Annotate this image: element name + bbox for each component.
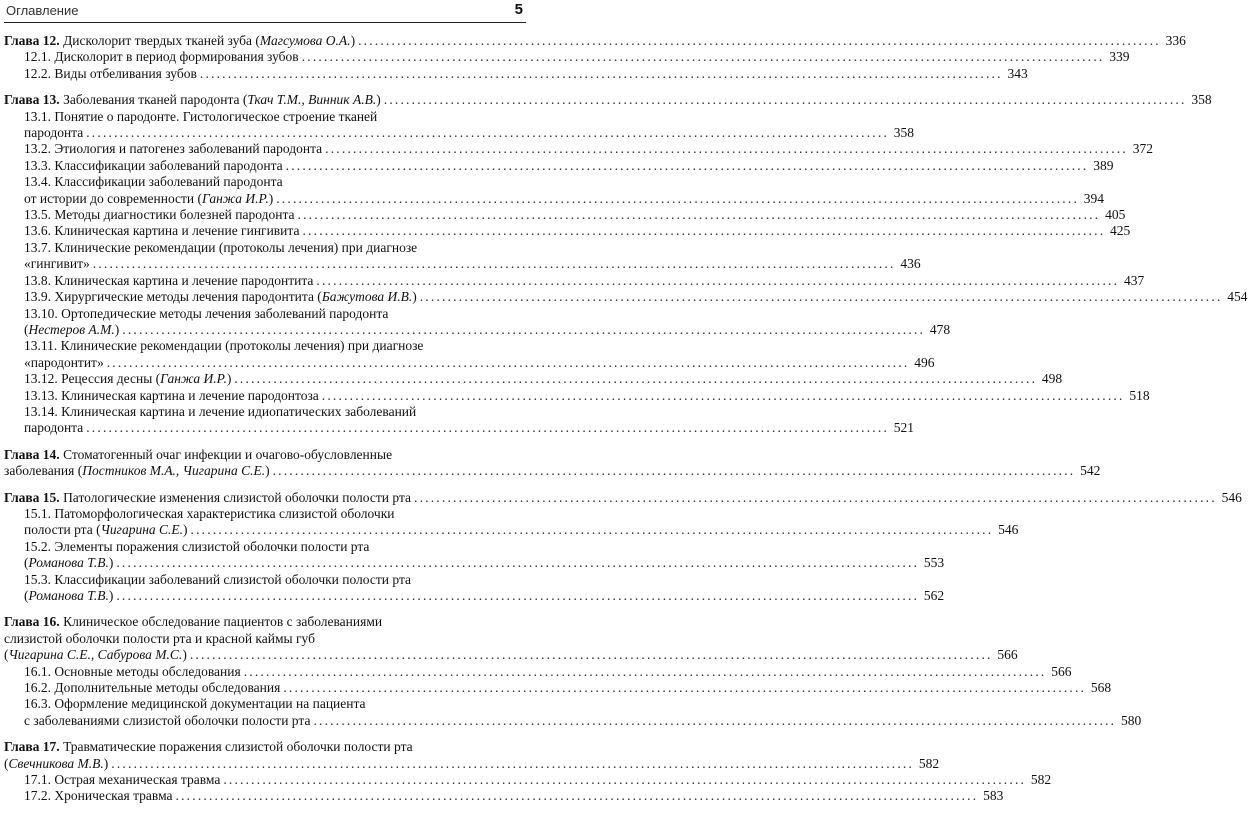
entry-title-text: 13.10. Ортопедические методы лечения заболеваний пародонта xyxy=(24,305,389,321)
entry-title-last-line: 16.2. Дополнительные методы обследования xyxy=(24,680,281,696)
dot-leader: ................................................................................................................................................ xyxy=(190,522,994,538)
entry-title-text xyxy=(24,371,231,387)
dot-leader: ................................................................................................................................................ xyxy=(285,157,1089,173)
toc-chapter-entry[interactable] xyxy=(4,92,1212,108)
toc-section-entry[interactable] xyxy=(4,174,1105,207)
dot-leader: ................................................................................................................................................ xyxy=(383,92,1187,108)
entry-title-text: 13.4. Классификации заболеваний пародонта xyxy=(24,174,283,190)
entry-title-text: Стоматогенный очаг инфекции и очагово-обусловленные xyxy=(63,446,393,462)
entry-page-number: 389 xyxy=(1093,157,1114,173)
entry-title-last-line: пародонта xyxy=(24,420,84,436)
entry-title-last-line: полости рта ( xyxy=(24,522,101,538)
toc-section-entry[interactable] xyxy=(4,505,1019,539)
entry-title-text: 15.1. Патоморфологическая характеристика слизистой оболочки xyxy=(24,505,395,521)
dot-leader: ................................................................................................................................................ xyxy=(414,489,1217,505)
entry-title-line xyxy=(24,696,524,712)
entry-title-last-line: 13.13. Клиническая картина и лечение пародонтоза xyxy=(24,387,319,403)
closing-parenthesis: ) xyxy=(103,755,109,771)
entry-title-last-line: 17.2. Хроническая травма xyxy=(24,788,173,804)
entry-title-text xyxy=(4,647,187,663)
entry-page-number: 436 xyxy=(900,256,921,272)
entry-title-line xyxy=(24,404,524,420)
entry-title-text xyxy=(24,664,241,680)
entry-title-line xyxy=(4,447,524,463)
entry-page-number: 566 xyxy=(997,647,1018,663)
author-name: Романова Т.В. xyxy=(28,555,109,571)
entry-title-text xyxy=(24,355,104,371)
entry-page-number: 478 xyxy=(929,321,951,337)
closing-parenthesis: ) xyxy=(108,555,114,571)
entry-title-text xyxy=(24,522,188,538)
dot-leader: ................................................................................................................................................ xyxy=(325,141,1128,157)
entry-title-text: 13.11. Клинические рекомендации (протоколы лечения) при диагнозе xyxy=(24,338,424,354)
entry-title-text xyxy=(24,49,299,65)
entry-title-line xyxy=(4,631,524,647)
dot-leader: ................................................................................................................................................ xyxy=(313,712,1117,728)
entry-page-number: 546 xyxy=(1221,489,1242,505)
entry-page-number: 546 xyxy=(998,522,1019,538)
running-header xyxy=(4,0,526,23)
toc-section-entry[interactable] xyxy=(4,371,1063,387)
entry-title-last-line: заболевания ( xyxy=(4,463,83,479)
toc-section-entry[interactable] xyxy=(4,141,1153,157)
entry-page-number: 405 xyxy=(1105,207,1126,223)
dot-leader: ................................................................................................................................................ xyxy=(297,207,1101,223)
dot-leader: ................................................................................................................................................ xyxy=(106,354,910,370)
entry-title-text xyxy=(4,756,108,772)
toc-chapter-entry[interactable] xyxy=(4,33,1186,49)
entry-page-number: 583 xyxy=(983,788,1004,804)
entry-title-last-line: ( xyxy=(24,321,29,337)
entry-title-text xyxy=(4,490,411,506)
dot-leader: ................................................................................................................................................ xyxy=(111,755,915,771)
entry-title-text: 13.7. Клинические рекомендации (протоколы лечения) при диагнозе xyxy=(24,239,418,255)
closing-parenthesis: ) xyxy=(376,92,381,108)
entry-page-number: 582 xyxy=(1030,772,1052,788)
entry-title-text xyxy=(24,273,313,289)
toc-section-entry[interactable] xyxy=(4,239,921,273)
entry-page-number: 568 xyxy=(1090,680,1112,696)
entry-title-text xyxy=(24,256,90,272)
entry-title-line xyxy=(24,240,524,256)
toc-section-entry[interactable] xyxy=(4,788,1004,804)
entry-title-text xyxy=(24,191,273,207)
toc-section-entry[interactable] xyxy=(4,272,1145,289)
entry-title-line xyxy=(24,572,524,588)
entry-title-text: 15.2. Элементы поражения слизистой оболочки полости рта xyxy=(24,538,370,554)
toc-section-entry[interactable] xyxy=(4,305,951,339)
toc-section-entry[interactable] xyxy=(4,571,945,605)
dot-leader: ................................................................................................................................................ xyxy=(92,256,896,272)
entry-title-text xyxy=(24,125,83,141)
dot-leader: ................................................................................................................................................ xyxy=(116,555,920,571)
entry-title-text xyxy=(24,223,299,239)
author-name: Ганжа И.Р. xyxy=(202,190,269,206)
closing-parenthesis: ) xyxy=(350,33,356,48)
entry-title-last-line: 13.5. Методы диагностики болезней пародонта xyxy=(24,207,295,223)
entry-title-line xyxy=(24,539,524,555)
entry-title-line xyxy=(24,506,524,522)
entry-title-line xyxy=(24,174,524,190)
entry-page-number: 580 xyxy=(1121,712,1142,728)
entry-page-number: 566 xyxy=(1051,663,1072,679)
entry-page-number: 343 xyxy=(1007,65,1028,81)
toc-chapter-entry[interactable] xyxy=(4,489,1242,506)
closing-parenthesis: ) xyxy=(182,647,187,663)
entry-title-text xyxy=(24,555,113,571)
toc-section-entry[interactable] xyxy=(4,338,935,371)
entry-page-number: 496 xyxy=(914,354,935,370)
section-title: Оглавление xyxy=(6,3,79,18)
entry-title-text xyxy=(24,289,417,305)
author-name: Романова Т.В. xyxy=(28,588,109,603)
table-of-contents xyxy=(4,33,1248,805)
toc-section-entry[interactable] xyxy=(4,538,945,572)
entry-title-text xyxy=(24,788,173,804)
author-name: Ганжа И.Р. xyxy=(160,371,227,387)
dot-leader: ................................................................................................................................................ xyxy=(321,387,1125,403)
entry-title-last-line: «гингивит» xyxy=(24,256,90,272)
toc-section-entry[interactable] xyxy=(4,403,915,437)
entry-page-number: 498 xyxy=(1041,371,1063,387)
entry-title-last-line: 13.9. Хирургические методы лечения пародонтита ( xyxy=(24,289,322,305)
entry-title-last-line: Заболевания тканей пародонта ( xyxy=(63,92,248,108)
entry-title-last-line: 12.2. Виды отбеливания зубов xyxy=(24,65,197,81)
entry-title-last-line: ( xyxy=(4,647,9,663)
entry-title-text xyxy=(24,66,197,82)
toc-section-entry[interactable] xyxy=(4,387,1150,404)
entry-title-last-line: пародонта xyxy=(24,125,84,141)
author-name: Свечникова М.В. xyxy=(8,755,104,771)
toc-section-entry[interactable] xyxy=(4,223,1131,239)
dot-leader: ................................................................................................................................................ xyxy=(276,190,1080,206)
entry-title-last-line: ( xyxy=(24,588,29,603)
dot-leader: ................................................................................................................................................ xyxy=(122,321,926,337)
entry-title-text xyxy=(24,772,220,788)
entry-page-number: 358 xyxy=(893,125,915,141)
entry-title-last-line: 16.1. Основные методы обследования xyxy=(24,663,241,679)
entry-title-text xyxy=(24,322,119,338)
chapter-label: Глава 15. xyxy=(4,489,60,505)
dot-leader: ................................................................................................................................................ xyxy=(302,223,1106,239)
toc-section-entry[interactable] xyxy=(4,680,1112,696)
chapter-label: Глава 12. xyxy=(4,33,60,48)
toc-section-entry[interactable] xyxy=(4,207,1126,223)
entry-title-text: 13.1. Понятие о пародонте. Гистологическое строение тканей xyxy=(24,108,378,124)
dot-leader: ................................................................................................................................................ xyxy=(223,772,1027,788)
entry-page-number: 542 xyxy=(1080,463,1101,479)
entry-page-number: 372 xyxy=(1132,141,1153,157)
entry-title-text xyxy=(24,141,322,157)
entry-title-last-line: ( xyxy=(24,555,29,571)
entry-page-number: 562 xyxy=(923,588,945,603)
entry-page-number: 518 xyxy=(1129,387,1150,403)
entry-title-text xyxy=(24,207,295,223)
toc-section-entry[interactable] xyxy=(4,49,1130,65)
entry-title-text xyxy=(4,463,270,479)
author-name: Магсумова О.А. xyxy=(259,33,351,48)
toc-chapter-entry[interactable] xyxy=(4,739,940,772)
entry-title-text xyxy=(24,680,280,696)
dot-leader: ................................................................................................................................................ xyxy=(272,463,1076,479)
entry-title-last-line: 13.12. Рецессия десны ( xyxy=(24,371,161,387)
entry-title-text xyxy=(4,33,355,49)
toc-chapter-entry[interactable] xyxy=(4,446,1101,480)
entry-title-last-line: «пародонтит» xyxy=(24,354,104,370)
author-name: Бажутова И.В. xyxy=(321,289,413,305)
entry-title-last-line: 13.6. Клиническая картина и лечение гингивита xyxy=(24,223,300,239)
closing-parenthesis: ) xyxy=(226,371,232,387)
dot-leader: ................................................................................................................................................ xyxy=(116,588,920,603)
toc-section-entry[interactable] xyxy=(4,108,915,142)
entry-title-line xyxy=(4,739,524,755)
closing-parenthesis: ) xyxy=(265,463,270,479)
chapter-label: Глава 17. xyxy=(4,739,60,755)
entry-title-text: 15.3. Классификации заболеваний слизистой оболочки полости рта xyxy=(24,571,412,587)
dot-leader: ................................................................................................................................................ xyxy=(419,289,1223,305)
toc-section-entry[interactable] xyxy=(4,65,1028,82)
dot-leader: ................................................................................................................................................ xyxy=(175,788,979,804)
closing-parenthesis: ) xyxy=(268,190,274,206)
entry-page-number: 394 xyxy=(1083,190,1105,206)
chapter-label: Глава 13. xyxy=(4,92,60,108)
entry-title-text xyxy=(24,713,310,729)
entry-title-last-line: 13.3. Классификации заболеваний пародонта xyxy=(24,157,283,173)
dot-leader: ................................................................................................................................................ xyxy=(243,663,1047,679)
toc-section-entry[interactable] xyxy=(4,772,1052,788)
entry-page-number: 425 xyxy=(1110,223,1131,239)
entry-title-line xyxy=(24,109,524,125)
entry-title-text: слизистой оболочки полости рта и красной каймы губ xyxy=(4,630,315,646)
entry-title-last-line: 17.1. Острая механическая травма xyxy=(24,772,221,788)
entry-page-number: 336 xyxy=(1165,33,1186,48)
dot-leader: ................................................................................................................................................ xyxy=(234,371,1038,387)
entry-page-number: 454 xyxy=(1227,289,1248,305)
entry-title-line xyxy=(4,614,524,630)
dot-leader: ................................................................................................................................................ xyxy=(358,33,1161,48)
entry-page-number: 339 xyxy=(1109,49,1130,65)
entry-title-last-line: 12.1. Дисколорит в период формирования зубов xyxy=(24,49,299,65)
author-name: Нестеров А.М. xyxy=(28,321,115,337)
dot-leader: ................................................................................................................................................ xyxy=(316,272,1120,288)
toc-chapter-entry[interactable] xyxy=(4,614,1018,663)
dot-leader: ................................................................................................................................................ xyxy=(86,125,890,141)
entry-title-last-line: от истории до современности ( xyxy=(24,190,203,206)
entry-title-last-line: Патологические изменения слизистой оболочки полости рта xyxy=(63,489,411,505)
closing-parenthesis: ) xyxy=(108,588,114,603)
closing-parenthesis: ) xyxy=(183,522,188,538)
entry-title-text xyxy=(24,158,283,174)
entry-page-number: 437 xyxy=(1123,272,1145,288)
toc-section-entry[interactable] xyxy=(4,289,1248,305)
toc-section-entry[interactable] xyxy=(4,157,1114,174)
dot-leader: ................................................................................................................................................ xyxy=(86,420,890,436)
entry-page-number: 582 xyxy=(918,755,940,771)
entry-title-last-line: 13.2. Этиология и патогенез заболеваний пародонта xyxy=(24,141,323,157)
toc-section-entry[interactable] xyxy=(4,696,1142,729)
entry-title-text: Клиническое обследование пациентов с заболеваниями xyxy=(63,614,383,630)
entry-title-text xyxy=(24,420,83,436)
author-name: Ткач Т.М., Винник А.В. xyxy=(247,92,377,108)
dot-leader: ................................................................................................................................................ xyxy=(283,680,1087,696)
toc-section-entry[interactable] xyxy=(4,663,1072,680)
chapter-label: Глава 14. xyxy=(4,446,60,462)
entry-title-text: Травматические поражения слизистой оболочки полости рта xyxy=(63,739,413,755)
dot-leader: ................................................................................................................................................ xyxy=(189,647,993,663)
entry-title-line xyxy=(24,306,524,322)
dot-leader: ................................................................................................................................................ xyxy=(199,65,1003,81)
author-name: Чигарина С.Е., Сабурова М.С. xyxy=(8,647,183,663)
page-number: 5 xyxy=(514,1,523,18)
entry-title-text xyxy=(24,588,113,604)
closing-parenthesis: ) xyxy=(412,289,417,305)
closing-parenthesis: ) xyxy=(114,321,120,337)
chapter-label: Глава 16. xyxy=(4,614,60,630)
entry-title-text xyxy=(24,388,319,404)
entry-title-last-line: 13.8. Клиническая картина и лечение пародонтита xyxy=(24,272,314,288)
entry-title-text xyxy=(4,92,381,108)
entry-title-line xyxy=(24,338,524,354)
dot-leader: ................................................................................................................................................ xyxy=(301,49,1105,65)
entry-title-text: 16.3. Оформление медицинской документации на пациента xyxy=(24,696,366,712)
entry-page-number: 521 xyxy=(893,420,915,436)
entry-title-last-line: Дисколорит твердых тканей зуба ( xyxy=(63,33,260,48)
entry-title-last-line: ( xyxy=(4,755,9,771)
author-name: Постников М.А., Чигарина С.Е. xyxy=(82,463,266,479)
author-name: Чигарина С.Е. xyxy=(100,522,184,538)
entry-title-last-line: с заболеваниями слизистой оболочки полости рта xyxy=(24,712,311,728)
entry-page-number: 553 xyxy=(923,555,945,571)
entry-page-number: 358 xyxy=(1191,92,1212,108)
entry-title-text: 13.14. Клиническая картина и лечение идиопатических заболеваний xyxy=(24,403,417,419)
